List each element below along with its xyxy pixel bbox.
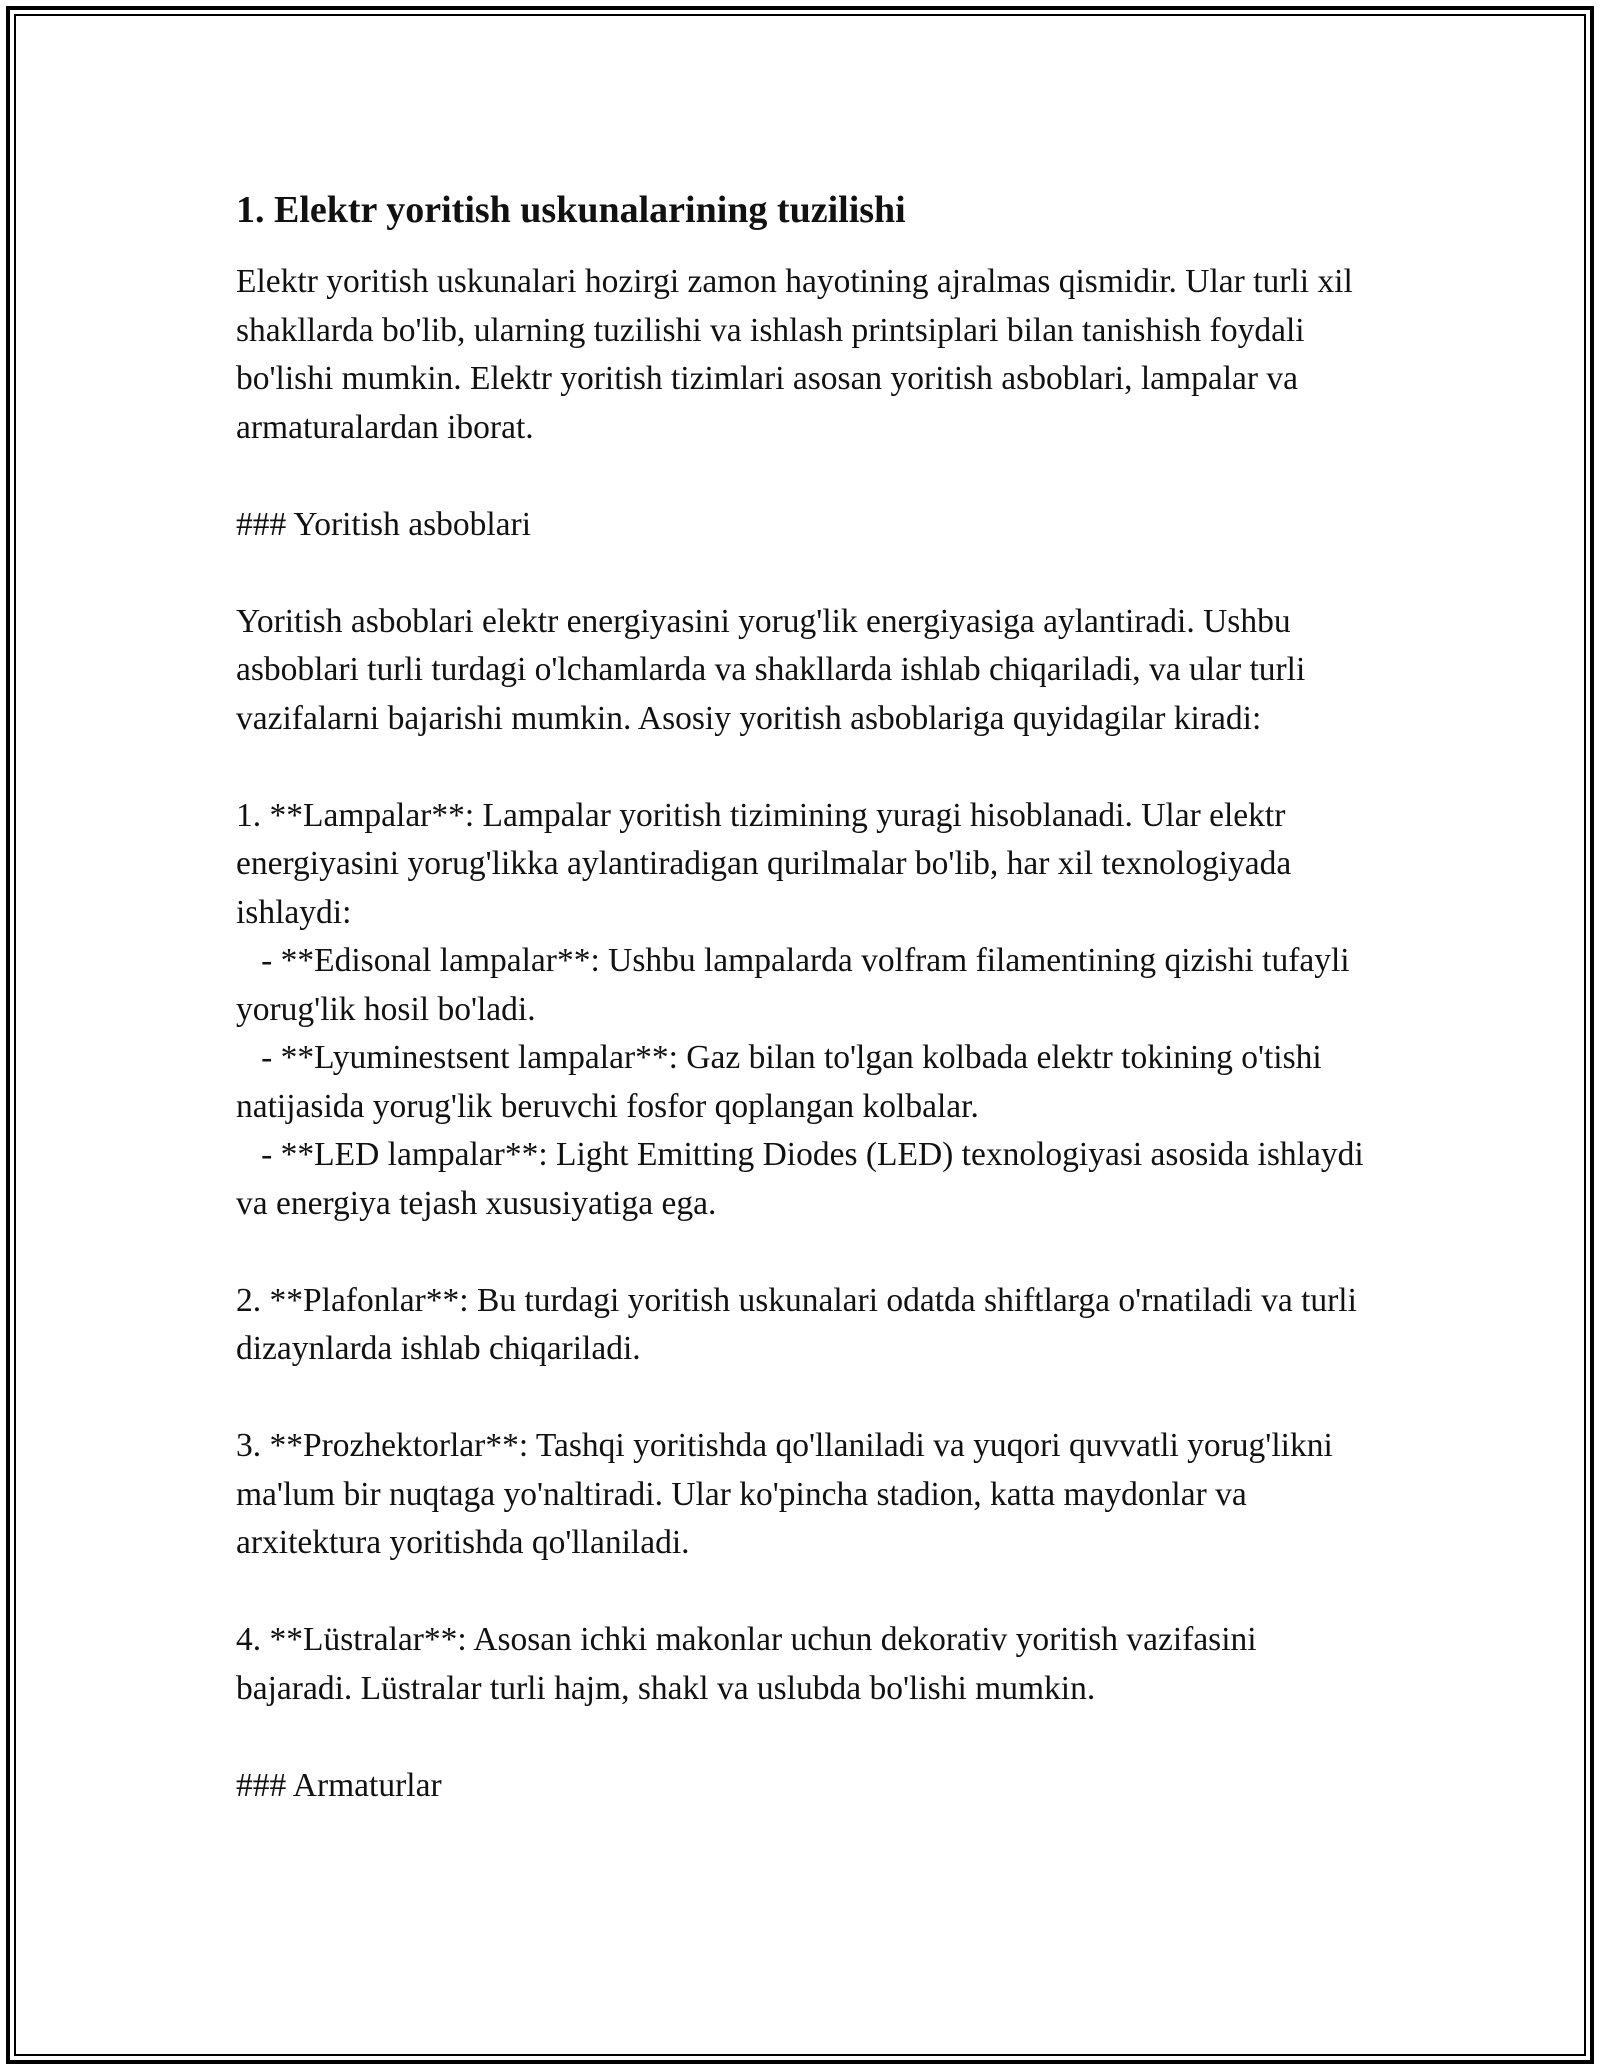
document-content xyxy=(236,186,1366,1810)
document-title: 1. Elektr yoritish uskunalarining tuzilishi xyxy=(236,189,906,231)
document-body: Elektr yoritish uskunalari hozirgi zamon hayotining ajralmas qismidir. Ular turli xil shakllarda bo'lib, ularning tuzilishi va ishlash printsiplari bilan tanishish foydali bo'lishi mumkin. Elektr yoritish tizimlari asosan yoritish asboblari, lampalar va armaturalardan iborat. ### Yoritish asboblari Yoritish asboblari elektr energiyasini yorug'lik energiyasiga aylantiradi. Ushbu asboblari turli turdagi o'lchamlarda va shakllarda ishlab chiqariladi, va ular turli vazifalarni bajarishi mumkin. Asosiy yoritish asboblariga quyidagilar kiradi: 1. **Lampalar**: Lampalar yoritish tizimining yuragi hisoblanadi. Ular elektr energiyasini yorug'likka aylantiradigan qurilmalar bo'lib, har xil texnologiyada ishlaydi: - **Edisonal lampalar**: Ushbu lampalarda volfram filamentining qizishi tufayli yorug'lik hosil bo'ladi. - **Lyuminestsent lampalar**: Gaz bilan to'lgan kolbada elektr tokining o'tishi natijasida yorug'lik beruvchi fosfor qoplangan kolbalar. - **LED lampalar**: Light Emitting Diodes (LED) texnologiyasi asosida ishlaydi va energiya tejash xususiyatiga ega. 2. **Plafonlar**: Bu turdagi yoritish uskunalari odatda shiftlarga o'rnatiladi va turli dizaynlarda ishlab chiqariladi. 3. **Prozhektorlar**: Tashqi yoritishda qo'llaniladi va yuqori quvvatli yorug'likni ma'lum bir nuqtaga yo'naltiradi. Ular ko'pincha stadion, katta maydonlar va arxitektura yoritishda qo'llaniladi. 4. **Lüstralar**: Asosan ichki makonlar uchun dekorativ yoritish vazifasini bajaradi. Lüstralar turli hajm, shakl va uslubda bo'lishi mumkin. ### Armaturlar xyxy=(236,263,1364,1804)
